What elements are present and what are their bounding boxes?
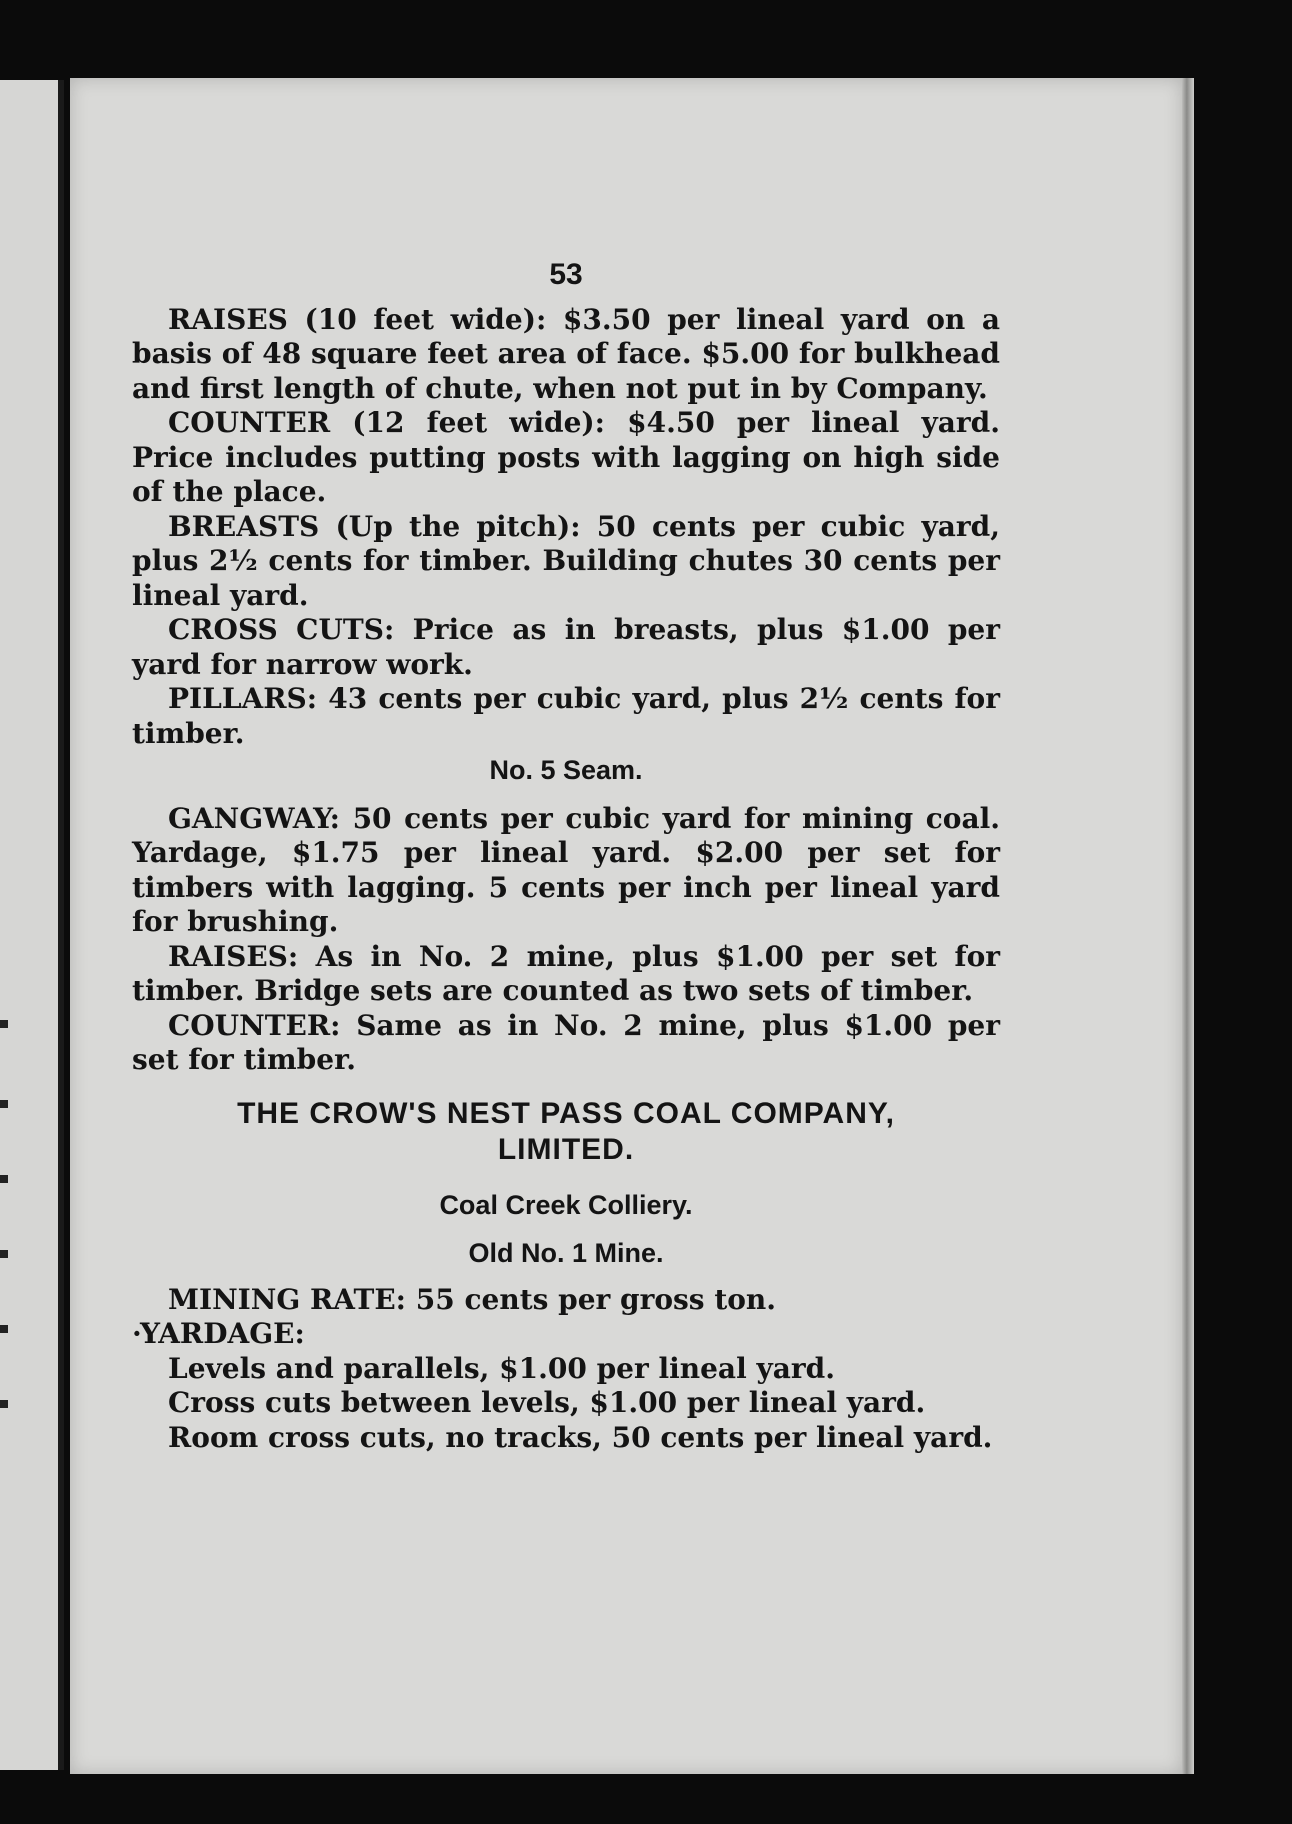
book-page [70, 78, 1182, 1774]
yardage-item: Room cross cuts, no tracks, 50 cents per lineal yard. [168, 1420, 993, 1454]
paragraph-raises-seam: RAISES: As in No. 2 mine, plus $1.00 per set for timber. Bridge sets are counted as two sets of timber. [132, 939, 1000, 1007]
yardage-label: YARDAGE: [140, 1317, 305, 1350]
paragraph-gangway: GANGWAY: 50 cents per cubic yard for mining coal. Yardage, $1.75 per lineal yard. $2.00 per set for timbers with lagging. 5 cents per inch per lineal yard for brushing. [132, 801, 1000, 938]
paragraph-pillars: PILLARS: 43 cents per cubic yard, plus 2½ cents for timber. [132, 682, 1000, 750]
paragraph-raises: RAISES (10 feet wide): $3.50 per lineal yard on a basis of 48 square feet area of face. $5.00 for bulkhead and first length of chute, when not put in by Company. [132, 302, 1000, 405]
yardage-item: Cross cuts between levels, $1.00 per lineal yard. [168, 1386, 926, 1419]
company-name [132, 1096, 1000, 1168]
page-content [132, 258, 1000, 1455]
yardage-item: Levels and parallels, $1.00 per lineal yard. [168, 1351, 835, 1385]
yardage-label-line [132, 1317, 1000, 1352]
page-number: 53 [549, 258, 583, 291]
mine-heading: Old No. 1 Mine. [468, 1238, 664, 1268]
mining-rate: MINING RATE: 55 cents per gross ton. [168, 1282, 777, 1316]
bullet-mark: · [132, 1317, 142, 1350]
paragraph-counter-seam: COUNTER: Same as in No. 2 mine, plus $1.00 per set for timber. [132, 1008, 1000, 1076]
paragraph-cross-cuts: CROSS CUTS: Price as in breasts, plus $1.00 per yard for narrow work. [132, 613, 1000, 681]
facing-page-edge [0, 80, 64, 1770]
paragraph-breasts: BREASTS (Up the pitch): 50 cents per cubic yard, plus 2½ cents for timber. Building chutes 30 cents per lineal yard. [132, 509, 1000, 612]
paragraph-counter: COUNTER (12 feet wide): $4.50 per lineal yard. Price includes putting posts with lagging on high side of the place. [132, 406, 1000, 508]
company-line-2: LIMITED. [497, 1132, 635, 1166]
page-edge [1182, 78, 1194, 1774]
facing-page-marks [0, 80, 58, 1770]
seam-heading: No. 5 Seam. [489, 755, 643, 785]
company-line-1: THE CROW'S NEST PASS COAL COMPANY, [237, 1096, 895, 1130]
colliery-heading: Coal Creek Colliery. [439, 1189, 693, 1220]
